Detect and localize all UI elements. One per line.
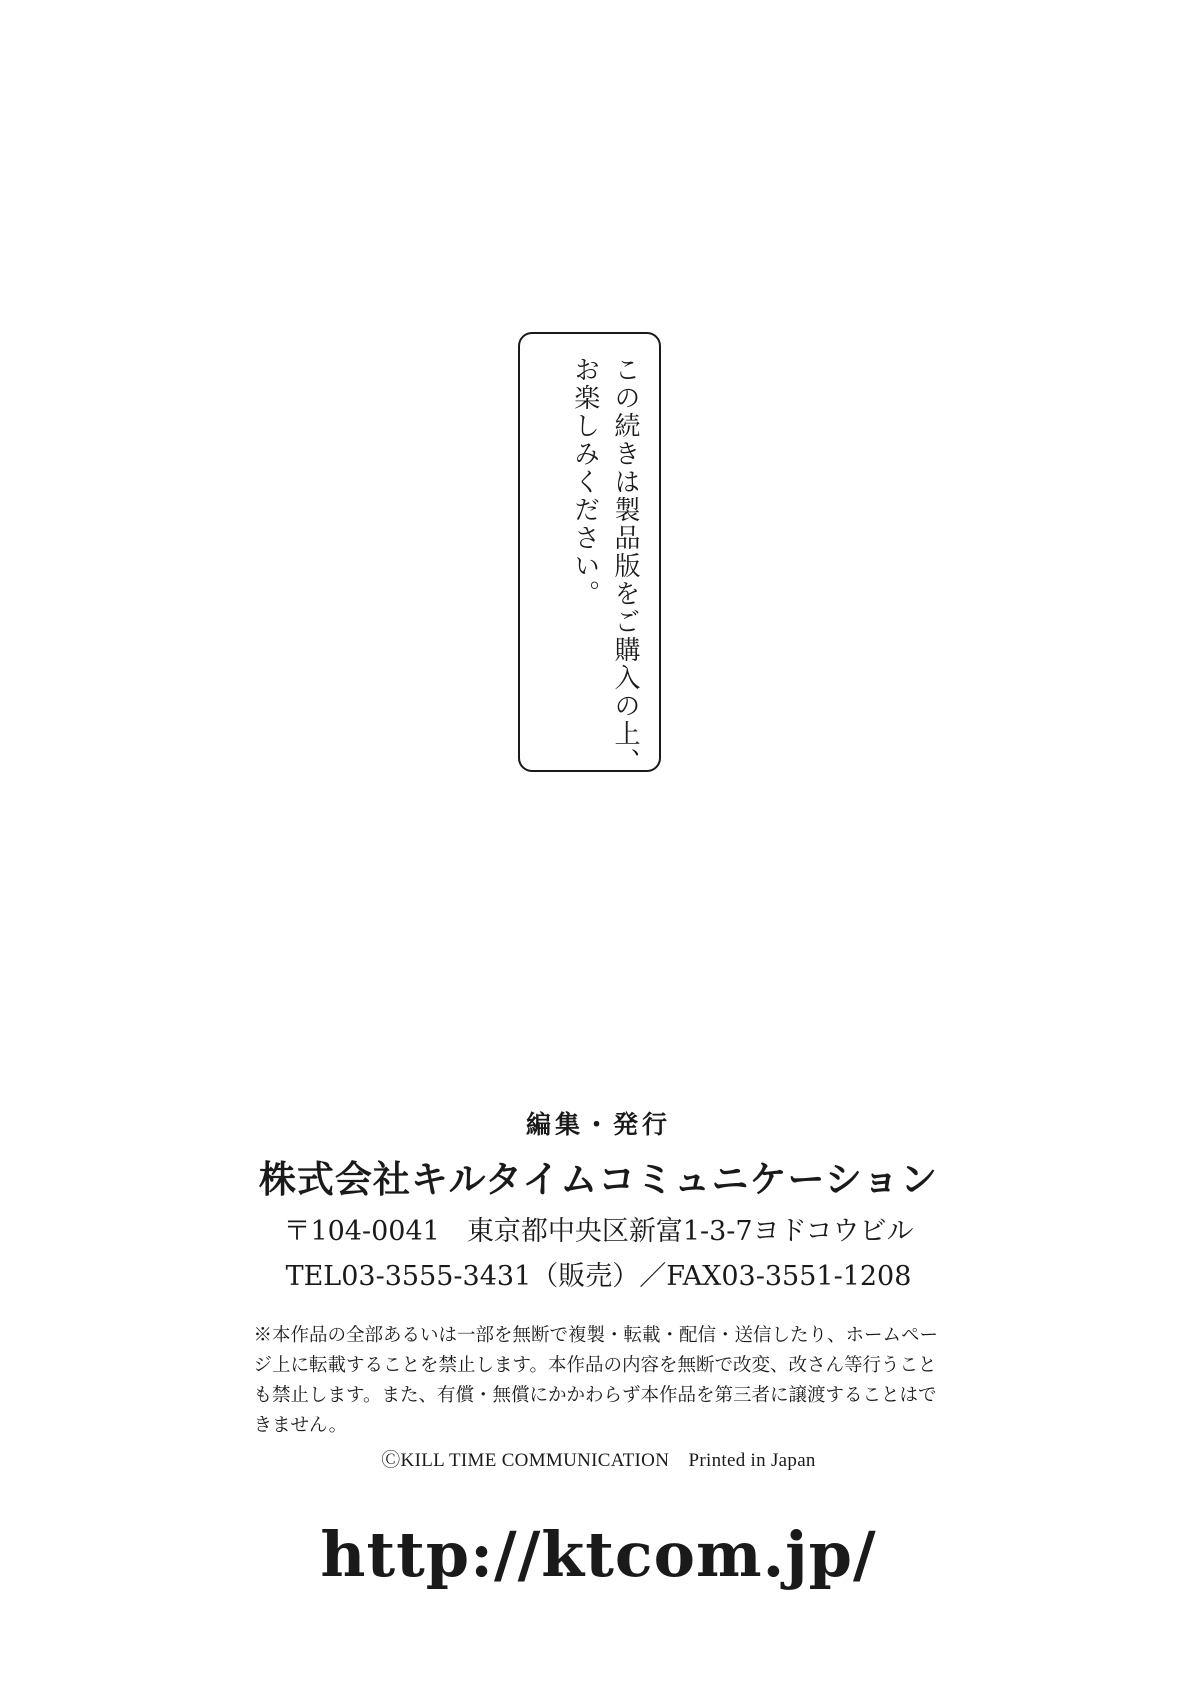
editor-label: 編集・発行 (525, 1110, 671, 1139)
publisher-url[interactable]: http://ktcom.jp/ (320, 1517, 877, 1591)
purchase-notice-box (518, 332, 661, 776)
notice-line-2: お楽しみください。 (569, 356, 600, 608)
notice-line-1: この続きは製品版をご購入の上、 (610, 356, 640, 776)
colophon (0, 1105, 1197, 1591)
publisher-name: 株式会社キルタイムコミュニケーション (258, 1157, 939, 1201)
publisher-tel-fax: TEL03-3555-3431（販売）／FAX03-3551-1208 (285, 1261, 912, 1292)
usage-disclaimer: ※本作品の全部あるいは一部を無断で複製・転載・配信・送信したり、ホームページ上に転載することを禁止します。本作品の内容を無断で改変、改さん等行うことも禁止します。また、有償・無償にかかわらず本作品を第三者に譲渡することはできません。 (253, 1325, 939, 1436)
publisher-address: 〒104-0041 東京都中央区新富1-3-7ヨドコウビル (283, 1216, 914, 1247)
copyright-notice: ⒸKILL TIME COMMUNICATION Printed in Japan (381, 1449, 816, 1471)
